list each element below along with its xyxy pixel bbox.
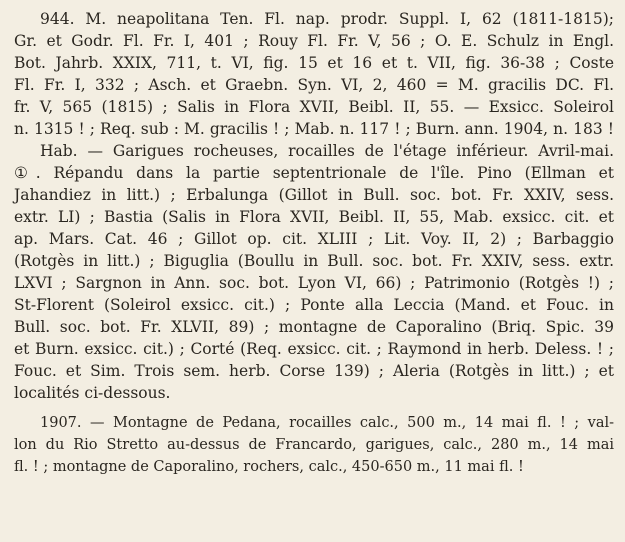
collection-line-2: lon du Rio Stretto au-dessus de Francardo, garigues, calc., 280 m., 14 mai — [14, 437, 614, 453]
habitat-line-3: Jahandiez in litt.) ; Erbalunga (Gillot in Bull. soc. bot. Fr. XXIV, sess. — [14, 186, 614, 204]
collection-line-1: 1907. — Montagne de Pedana, rocailles calc., 500 m., 14 mai fl. ! ; val- — [40, 415, 614, 431]
habitat-line-4: extr. LI) ; Bastia (Salis in Flora XVII, Beibl. II, 55, Mab. exsicc. cit. et — [14, 208, 614, 226]
entry-line-6: n. 1315 ! ; Req. sub : M. gracilis ! ; Mab. n. 117 ! ; Burn. ann. 1904, n. 183 ! — [14, 120, 614, 138]
habitat-line-12: localités ci-dessous. — [14, 384, 171, 402]
habitat-line-8: St-Florent (Soleirol exsicc. cit.) ; Ponte alla Leccia (Mand. et Fouc. in — [14, 296, 614, 314]
collection-line-3: fl. ! ; montagne de Caporalino, rochers, calc., 450-650 m., 11 mai fl. ! — [14, 459, 524, 475]
habitat-line-6: (Rotgès in litt.) ; Biguglia (Boullu in Bull. soc. bot. Fr. XXIV, sess. extr. — [14, 252, 614, 270]
habitat-line-10: et Burn. exsicc. cit.) ; Corté (Req. exsicc. cit. ; Raymond in herb. Deless. ! ; — [14, 340, 614, 358]
habitat-line-2: ①. Répandu dans la partie septentrionale de l'île. Pino (Ellman et — [14, 164, 614, 182]
entry-line-1: 944. M. neapolitana Ten. Fl. nap. prodr. Suppl. I, 62 (1811-1815); — [40, 10, 614, 28]
habitat-line-1: Hab. — Garigues rocheuses, rocailles de l'étage inférieur. Avril-mai. — [40, 142, 614, 160]
habitat-line-5: ap. Mars. Cat. 46 ; Gillot op. cit. XLIII ; Lit. Voy. II, 2) ; Barbaggio — [14, 230, 614, 248]
entry-line-2: Gr. et Godr. Fl. Fr. I, 401 ; Rouy Fl. Fr. V, 56 ; O. E. Schulz in Engl. — [14, 32, 614, 50]
entry-line-4: Fl. Fr. I, 332 ; Asch. et Graebn. Syn. VI, 2, 460 = M. gracilis DC. Fl. — [14, 76, 614, 94]
habitat-line-11: Fouc. et Sim. Trois sem. herb. Corse 139) ; Aleria (Rotgès in litt.) ; et — [14, 362, 614, 380]
entry-line-5: fr. V, 565 (1815) ; Salis in Flora XVII, Beibl. II, 55. — Exsicc. Soleirol — [14, 98, 614, 116]
habitat-line-7: LXVI ; Sargnon in Ann. soc. bot. Lyon VI, 66) ; Patrimonio (Rotgès !) ; — [14, 274, 614, 292]
entry-line-3: Bot. Jahrb. XXIX, 711, t. VI, fig. 15 et 16 et t. VII, fig. 36-38 ; Coste — [14, 54, 614, 72]
habitat-line-9: Bull. soc. bot. Fr. XLVII, 89) ; montagne de Caporalino (Briq. Spic. 39 — [14, 318, 614, 336]
